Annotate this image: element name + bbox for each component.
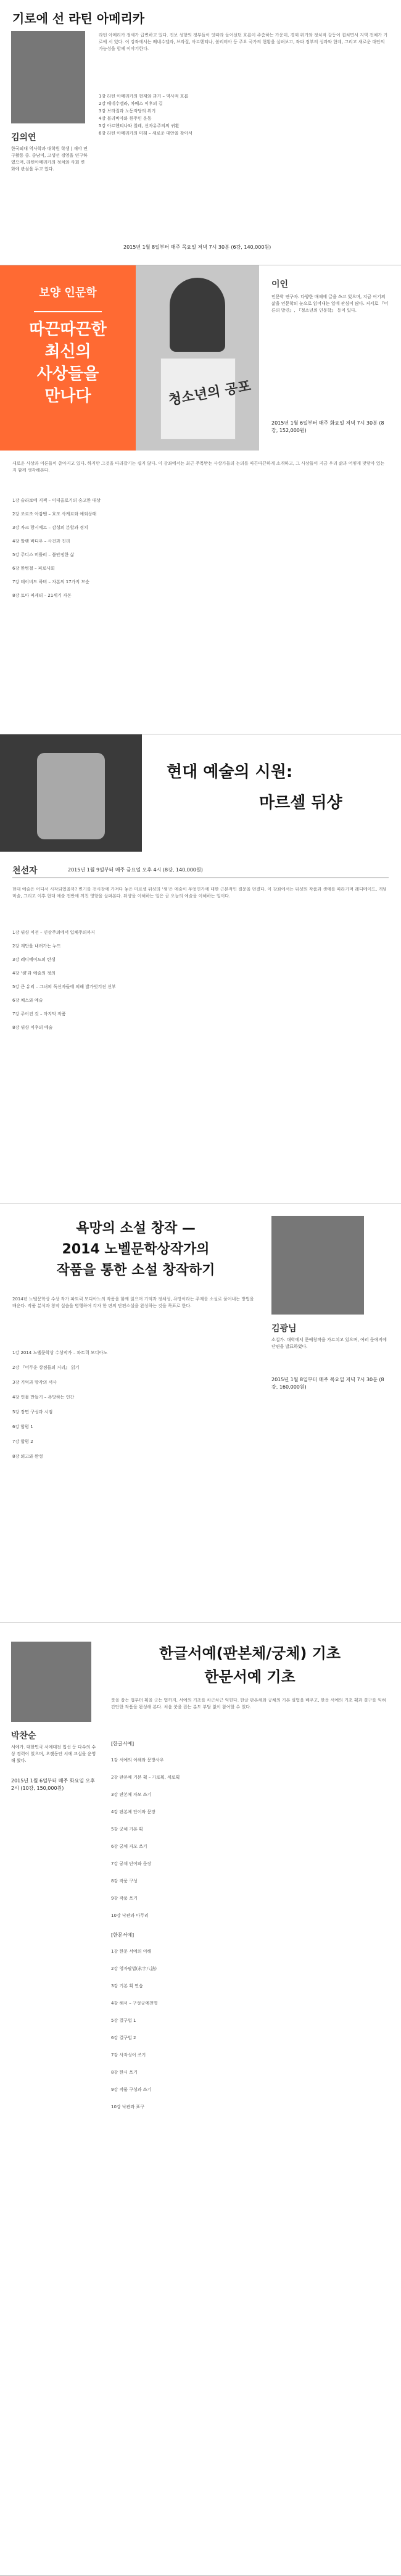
lecture-info: 2015년 1월 8일부터 매주 목요일 저녁 7시 30분 (6강, 140,000원) <box>123 244 271 250</box>
banner-line1: 보양 인문학 <box>39 286 97 299</box>
author-bio: 소설가. 대학에서 문예창작을 가르치고 있으며, 여러 문예지에 단편을 발표하였다. <box>271 1337 387 1349</box>
banner-line3: 최신의 <box>44 343 91 361</box>
author-figure <box>170 278 225 352</box>
lecture-schedule: 1강 슬라보예 지젝 – 이데올로기의 숭고한 대상 2강 조르조 아감벤 – 호모 사케르와 예외상태 3강 자크 랑시에르 – 감성의 분할과 정치 4강 알랭 바디우 – 사건과 진리 5강 주디스 버틀러 – 불안정한 삶 6강 한병철 – 피로사회 7강 데이비드 하비 – 자본의 17가지 모순 8강 토마 피케티 – 21세기 자본 <box>12 498 101 598</box>
lecture-title <box>25 1218 247 1281</box>
hanmun-heading: [한문서예] <box>111 1932 134 1938</box>
lecture-calligraphy <box>0 1623 401 2576</box>
banner <box>0 265 136 451</box>
lecture-title-line2: 한문서예 기초 <box>204 1668 296 1685</box>
author-name: 김의연 <box>11 133 36 143</box>
author-bio: 인문학 연구자. 다양한 매체에 글을 쓰고 있으며, 지금 여기의 삶을 인문학의 눈으로 읽어내는 일에 관심이 많다. 저서로 『어른의 발견』, 『청소년의 인문학』 등이 있다. <box>271 294 389 313</box>
artwork-object <box>37 753 105 839</box>
lecture-novel <box>0 1203 401 1623</box>
lecture-info: 2015년 1월 8일부터 매주 목요일 저녁 7시 30분 (8강, 160,000원) <box>271 1377 384 1390</box>
lecture-schedule: 1강 뒤샹 이전 – 인상주의에서 입체주의까지 2강 계단을 내려가는 누드 3강 레디메이드의 탄생 4강 ‘샘’과 예술의 정의 5강 큰 유리 – 그녀의 독신자들에 의해 발가벗겨진 신부 6강 체스와 예술 7강 주어진 것 – 마지막 작품 8강 뒤샹 이후의 예술 <box>12 930 116 1030</box>
lecture-info: 2015년 1월 6일부터 매주 화요일 오후 2시 (10강, 150,000원) <box>11 1778 95 1791</box>
lecture-title-line3: 작품을 통한 소설 창작하기 <box>56 1263 215 1278</box>
banner-line4: 사상들을 <box>36 365 99 383</box>
author-photo <box>271 1216 364 1315</box>
lecture-title-line1: 욕망의 소설 창작 — <box>76 1221 196 1236</box>
lecture-title-line1: 한글서예(판본체/궁체) 기초 <box>159 1645 341 1662</box>
author-name: 이인 <box>271 280 289 289</box>
lecture-schedule: 1강 라틴 아메리카의 현재와 과거 – 역사적 흐름 2강 베네수엘라, 차베스 이후의 길 3강 브라질과 노동자당의 위기 4강 볼리비아와 원주민 운동 5강 아르헨티나와 칠레, 신자유주의의 귀환 6강 라틴 아메리카의 미래 – 새로운 대안을 찾아서 <box>99 94 193 136</box>
lecture-title-line1: 현대 예술의 시원: <box>167 763 293 781</box>
hangul-schedule: 1강 서예의 이해와 문방사우 2강 판본체 기본 획 – 가로획, 세로획 3강 판본체 자모 쓰기 4강 판본체 단어와 문장 5강 궁체 기본 획 6강 궁체 자모 쓰기 7강 궁체 단어와 문장 8강 작품 구성 9강 작품 쓰기 10강 낙관과 마무리 <box>111 1758 180 1918</box>
lecture-description: 라틴 아메리카 정세가 급변하고 있다. 진보 성향의 정부들이 잇따라 들어섰던 흐름이 주춤하는 가운데, 경제 위기와 정치적 갈등이 겹치면서 지역 전체가 기로에 서 있다. 이 강좌에서는 베네수엘라, 브라질, 아르헨티나, 볼리비아 등 주요 국가의 현황을 살펴보고, 좌파 정부의 성과와 한계, 그리고 새로운 대안의 가능성을 함께 이야기한다. <box>99 33 388 51</box>
lecture-duchamp <box>0 734 401 1203</box>
author-bio: 서예가. 대한민국 서예대전 입선 등 다수의 수상 경력이 있으며, 오랫동안 서예 교실을 운영해 왔다. <box>11 1745 96 1763</box>
lecture-latin-america <box>0 0 401 265</box>
author-name: 김광님 <box>271 1324 297 1334</box>
lecture-schedule: 1강 2014 노벨문학상 수상작가 – 파트릭 모디아노 2강 『어두운 상점들의 거리』 읽기 3강 기억과 망각의 서사 4강 인물 만들기 – 욕망하는 인간 5강 장면 구성과 시점 6강 합평 1 7강 합평 2 8강 퇴고와 완성 <box>12 1350 108 1459</box>
hangul-heading: [한글서예] <box>111 1741 134 1747</box>
author-name: 박찬순 <box>11 1731 36 1741</box>
banner-line2: 따끈따끈한 <box>29 320 107 339</box>
lecture-title-line2: 2014 노벨문학상작가의 <box>62 1242 210 1257</box>
lecture-info: 2015년 1월 9일부터 매주 금요일 오후 4시 (8강, 140,000원) <box>68 867 203 873</box>
banner-divider <box>34 311 102 312</box>
author-bio: 한국외대 역사학과 대학원 학생 | 재야 연구활동 중. 중남미, 고생선 경영을 연구하였으며, 라틴아메리카의 정치와 사회 변화에 관심을 두고 있다. <box>11 146 88 172</box>
lecture-description: 2014년 노벨문학상 수상 작가 파트릭 모디아노의 작품을 함께 읽으며 기억과 정체성, 욕망이라는 주제를 소설로 풀어내는 방법을 배운다. 작품 분석과 창작 실습을 병행하여 각자 한 편의 단편소설을 완성하는 것을 목표로 한다. <box>12 1297 254 1308</box>
hanmun-schedule: 1강 한문 서예의 이해 2강 영자팔법(永字八法) 3강 기본 획 연습 4강 해서 – 구성궁예천명 5강 결구법 1 6강 결구법 2 7강 사자성어 쓰기 8강 한시 쓰기 9강 작품 구성과 쓰기 10강 낙관과 표구 <box>111 1949 158 2109</box>
artwork-photo <box>0 734 142 852</box>
author-name: 천선자 <box>12 866 38 876</box>
lecture-description: 새로운 사상과 이론들이 쏟아지고 있다. 하지만 그것을 따라잡기는 쉽지 않다. 이 강좌에서는 최근 주목받는 사상가들의 논의를 따끈따끈하게 소개하고, 그 사상들이 지금 우리 삶과 어떻게 맞닿아 있는지 함께 생각해본다. <box>12 461 385 473</box>
lecture-title: 기로에 선 라틴 아메리카 <box>12 11 145 26</box>
lecture-title <box>111 1642 389 1689</box>
author-photo <box>11 1642 91 1722</box>
lecture-humanities <box>0 265 401 734</box>
lecture-info: 2015년 1월 6일부터 매주 화요일 저녁 7시 30분 (8강, 152,000원) <box>271 420 384 433</box>
lecture-title-line2: 마르셀 뒤샹 <box>259 794 342 812</box>
author-photo <box>136 265 259 451</box>
lecture-description: 붓을 잡는 법부터 획을 긋는 법까지, 서예의 기초를 차근차근 익힌다. 한글 판본체와 궁체의 기본 필법을 배우고, 한문 서예의 기초 획과 결구를 익혀 간단한 작품을 완성해 본다. 처음 붓을 잡는 분도 부담 없이 참여할 수 있다. <box>111 1698 386 1710</box>
author-photo <box>11 31 85 123</box>
lecture-description: 현대 예술은 어디서 시작되었을까? 변기를 전시장에 가져다 놓은 마르셀 뒤샹의 ‘샘’은 예술이 무엇인가에 대한 근본적인 질문을 던졌다. 이 강좌에서는 뒤샹의 작품과 생애를 따라가며 레디메이드, 개념 미술, 그리고 이후 현대 예술 전반에 끼친 영향을 살펴본다. 뒤샹을 이해하는 일은 곧 오늘의 예술을 이해하는 일이다. <box>12 887 387 899</box>
banner-line5: 만나다 <box>44 387 91 405</box>
sign-text: 청소년의 공포 <box>167 378 252 409</box>
